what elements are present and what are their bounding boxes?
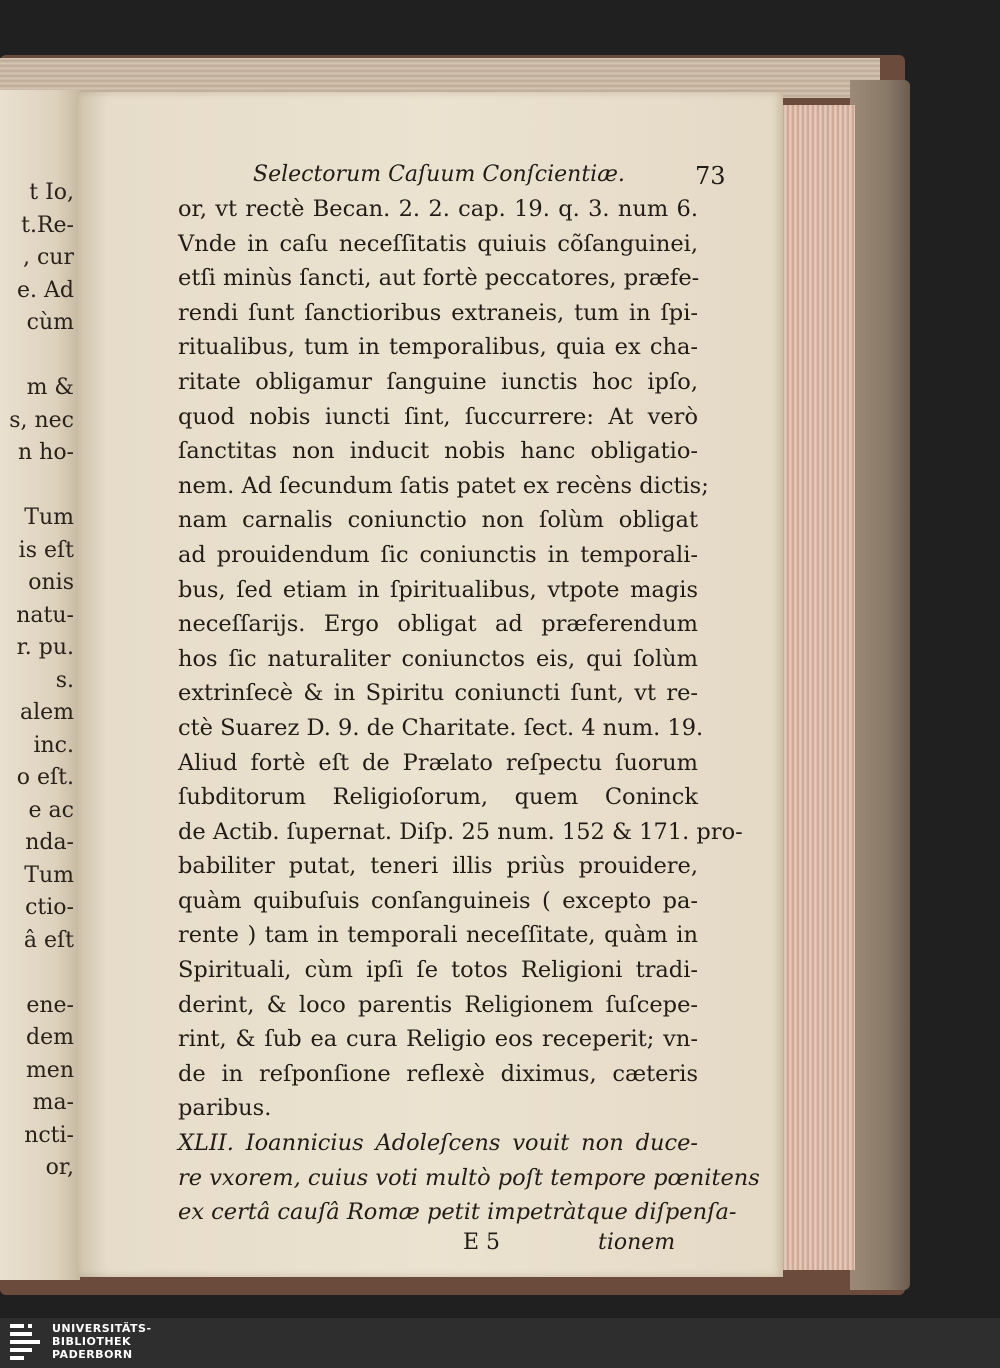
text-line: ritate obligamur ſanguine iunctis hoc ipſo, [178, 368, 698, 395]
right-page [78, 92, 783, 1277]
page-number: 73 [695, 162, 726, 190]
left-page-fragment: ene- [26, 992, 74, 1018]
left-page-fragment: natu- [16, 602, 74, 628]
library-name-line-2: BIBLIOTHEK [52, 1335, 132, 1348]
text-line: Vnde in caſu neceſſitatis quiuis cõſanguinei, [178, 230, 698, 257]
text-line: ſubditorum Religioſorum, quem Coninck [178, 784, 698, 811]
book-board-right [850, 80, 910, 1290]
text-line: de Actib. ſupernat. Diſp. 25 num. 152 & 171. pro- [178, 818, 743, 845]
left-page-fragment: n ho- [17, 440, 74, 465]
left-page-fragment: Tum [24, 862, 74, 888]
left-page-fragment: onis [28, 570, 74, 595]
left-page-fragment: or, [45, 1155, 74, 1180]
text-line: de in reſponſione reflexè diximus, cæteris [178, 1060, 698, 1087]
running-head-title: Selectorum Caſuum Conſcientiæ. [253, 162, 625, 187]
text-line: ſanctitas non inducit nobis hanc obligatio- [178, 438, 698, 465]
left-page-fragment: â eſt [23, 927, 74, 953]
section-text-line: re vxorem, cuius voti multò poſt tempore pœnitens [178, 1164, 760, 1191]
left-page-fragment: ctio- [25, 895, 74, 920]
left-page-fragment: s. [55, 667, 74, 693]
left-page-fragment: t.Re- [21, 212, 74, 238]
left-page-fragment: t Io, [29, 180, 74, 205]
text-line: nam carnalis coniunctio non ſolùm obligat [178, 507, 698, 534]
text-line: derint, & loco parentis Religionem ſuſcepe- [178, 991, 698, 1018]
library-name [52, 1322, 152, 1361]
left-page-fragment: e ac [28, 797, 74, 823]
left-page-fragment: s, nec [9, 407, 74, 433]
left-page-fragment: ncti- [24, 1122, 74, 1148]
running-header [178, 162, 726, 192]
text-line: hos ſic naturaliter coniunctos eis, qui ſolùm [178, 645, 698, 672]
page-text-block [178, 162, 760, 1264]
section-text-line: XLII. Ioannicius Adoleſcens vouit non duce- [178, 1130, 698, 1157]
text-line: ritualibus, tum in temporalibus, quia ex cha- [178, 334, 698, 361]
library-name-line-3: PADERBORN [52, 1348, 133, 1361]
text-line: babiliter putat, teneri illis priùs prouidere, [178, 853, 698, 880]
left-page-fragment: alem [19, 700, 74, 725]
left-page-fragment: r. pu. [16, 635, 74, 660]
page-footer-line [178, 1230, 698, 1264]
library-logo-icon [10, 1324, 44, 1362]
left-page-fragment: men [25, 1057, 74, 1083]
section-xlii [178, 1126, 760, 1230]
library-name-line-1: UNIVERSITÄTS- [52, 1322, 152, 1335]
text-line: paribus. [178, 1095, 272, 1122]
text-line: ctè Suarez D. 9. de Charitate. ſect. 4 num. 19. [178, 714, 704, 741]
text-line: nem. Ad ſecundum ſatis patet ex recèns dictis; [178, 472, 709, 499]
left-page-fragment: ma- [32, 1090, 74, 1115]
text-line: bus, ſed etiam in ſpiritualibus, vtpote magis [178, 576, 698, 603]
left-page-fragment: cùm [26, 310, 74, 335]
text-line: quàm quibuſuis conſanguineis ( excepto pa- [178, 887, 698, 914]
text-line: rendi ſunt ſanctioribus extraneis, tum in ſpi- [178, 299, 698, 326]
left-page-fragment: nda- [25, 830, 74, 855]
left-page-fragment: is eſt [18, 537, 74, 563]
catchword: tionem [598, 1229, 676, 1255]
left-page-fragment: dem [26, 1025, 74, 1050]
text-line: Aliud fortè eſt de Prælato reſpectu ſuorum [178, 749, 698, 776]
signature-mark: E 5 [463, 1229, 501, 1255]
text-line: ad prouidendum ſic coniunctis in temporali- [178, 541, 698, 568]
text-line: or, vt rectè Becan. 2. 2. cap. 19. q. 3. num 6. [178, 196, 698, 222]
text-line: extrinſecè & in Spiritu coniuncti ſunt, vt re- [178, 680, 698, 707]
left-page-fragment: , cur [23, 245, 74, 270]
body-text [178, 192, 743, 1126]
left-page-fragment: e. Ad [17, 277, 74, 303]
left-page-fragment: Tum [24, 505, 74, 530]
text-line: rint, & ſub ea cura Religio eos receperit; vn- [178, 1026, 698, 1053]
left-page-fragment: m & [26, 375, 74, 400]
text-line: neceſſarijs. Ergo obligat ad præferendum [178, 611, 698, 638]
text-line: quod nobis iuncti ſint, ſuccurrere: At verò [178, 403, 698, 430]
text-line: rente ) tam in temporali neceſſitate, quàm in [178, 922, 698, 949]
library-footer-bar [0, 1318, 1000, 1368]
left-page [0, 90, 80, 1280]
left-page-fragment: o eſt. [16, 765, 74, 790]
text-line: Spirituali, cùm ipſi ſe totos Religioni tradi- [178, 957, 698, 984]
left-page-fragment: inc. [33, 732, 74, 758]
text-line: etſi minùs ſancti, aut fortè peccatores, præfe- [178, 265, 700, 292]
section-text-line: ex certâ cauſâ Romæ petit impetràtque diſpenſa- [178, 1199, 737, 1226]
